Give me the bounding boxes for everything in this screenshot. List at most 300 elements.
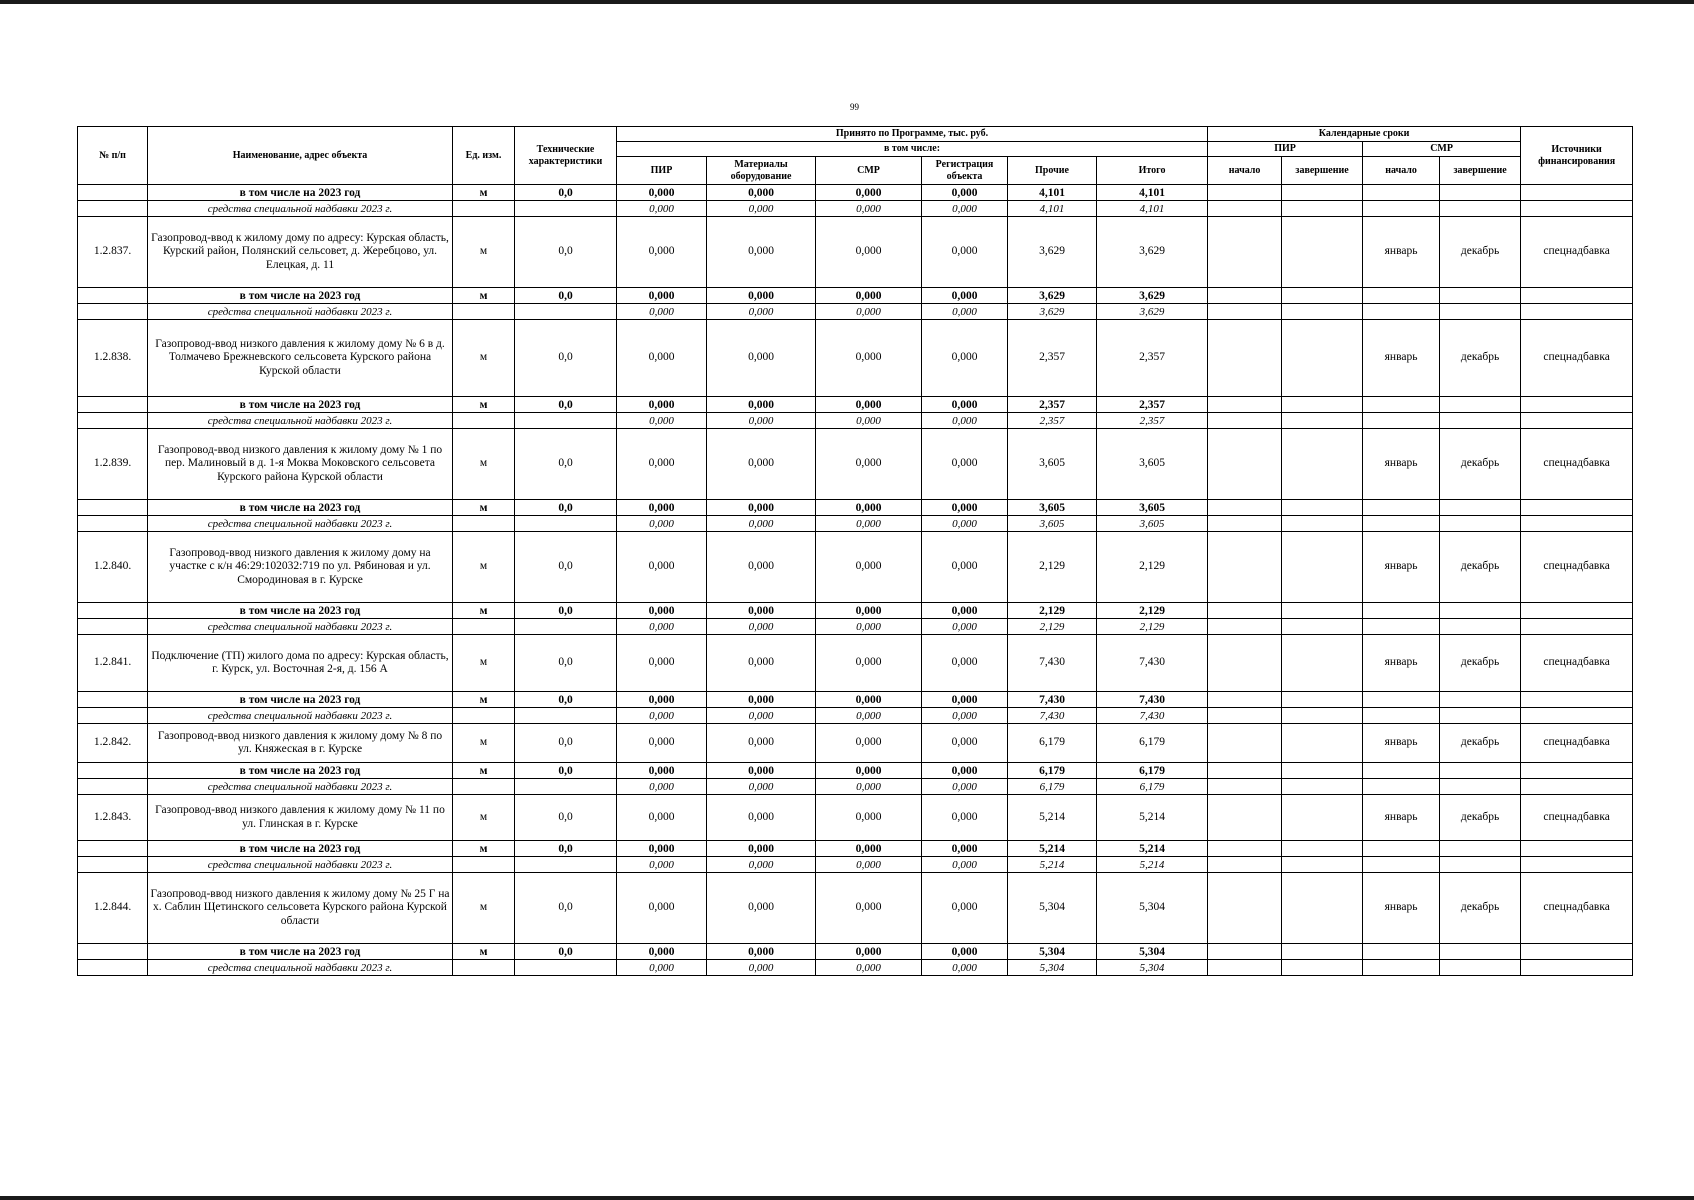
cell-name: Газопровод-ввод к жилому дому по адресу: Курская область, Курский район, Полянский сельсовет, д. Жеребцово, ул. Елецкая, д. 11 — [148, 217, 453, 288]
cell-empty — [1440, 500, 1521, 516]
cell-name: средства специальной надбавки 2023 г. — [148, 304, 453, 320]
cell-empty — [1208, 779, 1282, 795]
cell-smr-end: декабрь — [1440, 217, 1521, 288]
cell-total: 2,129 — [1097, 603, 1208, 619]
cell-registration: 0,000 — [922, 320, 1008, 397]
cell-materials: 0,000 — [707, 841, 816, 857]
cell-pir: 0,000 — [617, 429, 707, 500]
cell-name: Газопровод-ввод низкого давления к жилому дому № 1 по пер. Малиновый в д. 1-я Моква Моковского сельсовета Курского района Курской области — [148, 429, 453, 500]
cell-materials: 0,000 — [707, 288, 816, 304]
cell-smr: 0,000 — [816, 944, 922, 960]
cell-pir: 0,000 — [617, 603, 707, 619]
cell-pir-start — [1208, 873, 1282, 944]
cell-empty — [1363, 603, 1440, 619]
cell-other: 2,129 — [1008, 532, 1097, 603]
cell-registration: 0,000 — [922, 532, 1008, 603]
cell-pir: 0,000 — [617, 288, 707, 304]
col-pir-start-header: начало — [1208, 157, 1282, 185]
cell-materials: 0,000 — [707, 320, 816, 397]
table-row-special — [78, 857, 1633, 873]
cell-num: 1.2.840. — [78, 532, 148, 603]
cell-unit: м — [453, 429, 515, 500]
cell-total: 5,304 — [1097, 944, 1208, 960]
cell-smr: 0,000 — [816, 201, 922, 217]
cell-empty — [1208, 304, 1282, 320]
cell-empty — [515, 516, 617, 532]
cell-registration: 0,000 — [922, 724, 1008, 763]
cell-num: 1.2.837. — [78, 217, 148, 288]
cell-tech: 0,0 — [515, 185, 617, 201]
cell-registration: 0,000 — [922, 708, 1008, 724]
cell-registration: 0,000 — [922, 304, 1008, 320]
cell-empty — [1440, 944, 1521, 960]
cell-empty — [1440, 619, 1521, 635]
cell-pir: 0,000 — [617, 304, 707, 320]
cell-materials: 0,000 — [707, 413, 816, 429]
cell-num: 1.2.843. — [78, 795, 148, 841]
cell-num: 1.2.841. — [78, 635, 148, 692]
cell-empty — [1282, 857, 1363, 873]
cell-materials: 0,000 — [707, 397, 816, 413]
cell-num — [78, 944, 148, 960]
cell-unit: м — [453, 944, 515, 960]
cell-pir: 0,000 — [617, 185, 707, 201]
cell-other: 3,629 — [1008, 304, 1097, 320]
cell-empty — [1521, 397, 1633, 413]
cell-other: 6,179 — [1008, 779, 1097, 795]
cell-empty — [515, 708, 617, 724]
cell-empty — [1208, 397, 1282, 413]
cell-materials: 0,000 — [707, 857, 816, 873]
col-registration-header: Регистрация объекта — [922, 157, 1008, 185]
table-row-special — [78, 960, 1633, 976]
cell-empty — [1521, 708, 1633, 724]
cell-empty — [1208, 944, 1282, 960]
cell-smr-start: январь — [1363, 429, 1440, 500]
cell-empty — [1208, 763, 1282, 779]
cell-num — [78, 516, 148, 532]
cell-empty — [453, 857, 515, 873]
cell-registration: 0,000 — [922, 635, 1008, 692]
cell-empty — [1440, 763, 1521, 779]
cell-name: средства специальной надбавки 2023 г. — [148, 857, 453, 873]
cell-source: спецнадбавка — [1521, 635, 1633, 692]
cell-registration: 0,000 — [922, 692, 1008, 708]
cell-pir-end — [1282, 873, 1363, 944]
cell-materials: 0,000 — [707, 724, 816, 763]
cell-unit: м — [453, 500, 515, 516]
cell-other: 7,430 — [1008, 635, 1097, 692]
cell-empty — [1208, 619, 1282, 635]
cell-pir-end — [1282, 795, 1363, 841]
cell-num — [78, 692, 148, 708]
cell-tech: 0,0 — [515, 288, 617, 304]
cell-name: средства специальной надбавки 2023 г. — [148, 960, 453, 976]
cell-smr: 0,000 — [816, 217, 922, 288]
cell-name: в том числе на 2023 год — [148, 397, 453, 413]
cell-pir-start — [1208, 795, 1282, 841]
cell-name: средства специальной надбавки 2023 г. — [148, 708, 453, 724]
cell-other: 3,605 — [1008, 516, 1097, 532]
cell-unit: м — [453, 873, 515, 944]
cell-pir: 0,000 — [617, 692, 707, 708]
col-sources-header: Источники финансирования — [1521, 127, 1633, 185]
cell-name: средства специальной надбавки 2023 г. — [148, 201, 453, 217]
cell-empty — [515, 779, 617, 795]
table-row-item — [78, 873, 1633, 944]
cell-tech: 0,0 — [515, 873, 617, 944]
cell-materials: 0,000 — [707, 692, 816, 708]
cell-num: 1.2.842. — [78, 724, 148, 763]
cell-unit: м — [453, 795, 515, 841]
cell-other: 2,357 — [1008, 397, 1097, 413]
cell-empty — [1440, 516, 1521, 532]
cell-smr-start: январь — [1363, 320, 1440, 397]
cell-pir: 0,000 — [617, 795, 707, 841]
cell-pir-end — [1282, 724, 1363, 763]
cell-num — [78, 500, 148, 516]
cell-materials: 0,000 — [707, 944, 816, 960]
cell-tech: 0,0 — [515, 320, 617, 397]
cell-unit: м — [453, 288, 515, 304]
cell-num — [78, 708, 148, 724]
cell-materials: 0,000 — [707, 795, 816, 841]
cell-other: 6,179 — [1008, 724, 1097, 763]
cell-smr: 0,000 — [816, 619, 922, 635]
table-row-item — [78, 429, 1633, 500]
cell-total: 6,179 — [1097, 779, 1208, 795]
cell-pir-start — [1208, 320, 1282, 397]
cell-name: Газопровод-ввод низкого давления к жилому дому № 25 Г на х. Саблин Щетинского сельсовета Курского района Курской области — [148, 873, 453, 944]
cell-empty — [1208, 288, 1282, 304]
col-tech-header: Технические характеристики — [515, 127, 617, 185]
cell-materials: 0,000 — [707, 635, 816, 692]
cell-name: в том числе на 2023 год — [148, 500, 453, 516]
cell-materials: 0,000 — [707, 500, 816, 516]
cell-smr: 0,000 — [816, 320, 922, 397]
cell-smr: 0,000 — [816, 692, 922, 708]
cell-total: 3,629 — [1097, 217, 1208, 288]
cell-num — [78, 288, 148, 304]
cell-empty — [1208, 500, 1282, 516]
cell-source: спецнадбавка — [1521, 873, 1633, 944]
cell-empty — [1363, 500, 1440, 516]
cell-num: 1.2.839. — [78, 429, 148, 500]
cell-empty — [1208, 603, 1282, 619]
cell-empty — [453, 516, 515, 532]
cell-source: спецнадбавка — [1521, 795, 1633, 841]
cell-total: 5,304 — [1097, 960, 1208, 976]
cell-total: 3,629 — [1097, 304, 1208, 320]
cell-registration: 0,000 — [922, 795, 1008, 841]
cell-registration: 0,000 — [922, 873, 1008, 944]
cell-smr: 0,000 — [816, 841, 922, 857]
cell-total: 3,605 — [1097, 500, 1208, 516]
cell-total: 2,357 — [1097, 320, 1208, 397]
cell-pir-start — [1208, 724, 1282, 763]
cell-empty — [1208, 857, 1282, 873]
cell-other: 4,101 — [1008, 185, 1097, 201]
cell-total: 3,629 — [1097, 288, 1208, 304]
cell-materials: 0,000 — [707, 603, 816, 619]
scan-border-bottom — [0, 1196, 1694, 1200]
cell-empty — [453, 960, 515, 976]
cell-pir: 0,000 — [617, 763, 707, 779]
cell-name: средства специальной надбавки 2023 г. — [148, 516, 453, 532]
cell-empty — [1440, 779, 1521, 795]
col-cal-smr-header: СМР — [1363, 142, 1521, 157]
cell-materials: 0,000 — [707, 429, 816, 500]
cell-empty — [1208, 413, 1282, 429]
cell-smr: 0,000 — [816, 635, 922, 692]
cell-empty — [1521, 763, 1633, 779]
cell-empty — [1282, 841, 1363, 857]
cell-empty — [1440, 397, 1521, 413]
cell-num — [78, 304, 148, 320]
cell-registration: 0,000 — [922, 397, 1008, 413]
cell-name: Газопровод-ввод низкого давления к жилому дому № 6 в д. Толмачево Брежневского сельсовета Курского района Курской области — [148, 320, 453, 397]
col-pir-end-header: завершение — [1282, 157, 1363, 185]
cell-registration: 0,000 — [922, 944, 1008, 960]
cell-empty — [1282, 288, 1363, 304]
cell-pir-end — [1282, 217, 1363, 288]
cell-num — [78, 619, 148, 635]
cell-empty — [1282, 960, 1363, 976]
cell-source: спецнадбавка — [1521, 724, 1633, 763]
cell-total: 7,430 — [1097, 635, 1208, 692]
cell-total: 3,605 — [1097, 429, 1208, 500]
cell-smr-end: декабрь — [1440, 320, 1521, 397]
col-including-header: в том числе: — [617, 142, 1208, 157]
cell-total: 6,179 — [1097, 763, 1208, 779]
cell-empty — [1521, 304, 1633, 320]
cell-name: в том числе на 2023 год — [148, 944, 453, 960]
cell-total: 5,214 — [1097, 841, 1208, 857]
cell-empty — [1521, 413, 1633, 429]
col-smr-header: СМР — [816, 157, 922, 185]
table-row-item — [78, 532, 1633, 603]
cell-registration: 0,000 — [922, 619, 1008, 635]
cell-pir: 0,000 — [617, 944, 707, 960]
table-row-subtotal — [78, 692, 1633, 708]
cell-name: в том числе на 2023 год — [148, 763, 453, 779]
cell-empty — [1440, 841, 1521, 857]
cell-smr: 0,000 — [816, 516, 922, 532]
cell-unit: м — [453, 397, 515, 413]
cell-materials: 0,000 — [707, 532, 816, 603]
cell-pir: 0,000 — [617, 841, 707, 857]
cell-smr: 0,000 — [816, 185, 922, 201]
cell-smr: 0,000 — [816, 500, 922, 516]
cell-num — [78, 960, 148, 976]
cell-empty — [1282, 763, 1363, 779]
cell-total: 7,430 — [1097, 708, 1208, 724]
cell-num — [78, 841, 148, 857]
cell-registration: 0,000 — [922, 779, 1008, 795]
cell-empty — [1208, 708, 1282, 724]
cell-empty — [1363, 397, 1440, 413]
cell-other: 2,129 — [1008, 619, 1097, 635]
table-row-item — [78, 320, 1633, 397]
cell-registration: 0,000 — [922, 763, 1008, 779]
cell-pir-start — [1208, 532, 1282, 603]
cell-other: 5,214 — [1008, 857, 1097, 873]
col-other-header: Прочие — [1008, 157, 1097, 185]
cell-unit: м — [453, 320, 515, 397]
col-accepted-header: Принято по Программе, тыс. руб. — [617, 127, 1208, 142]
cell-empty — [1440, 857, 1521, 873]
cell-total: 7,430 — [1097, 692, 1208, 708]
cell-unit: м — [453, 841, 515, 857]
cell-empty — [1521, 960, 1633, 976]
cell-empty — [1363, 288, 1440, 304]
cell-empty — [1282, 619, 1363, 635]
table-row-subtotal — [78, 185, 1633, 201]
cell-pir-start — [1208, 429, 1282, 500]
table-row-special — [78, 708, 1633, 724]
cell-other: 5,304 — [1008, 873, 1097, 944]
cell-total: 5,214 — [1097, 857, 1208, 873]
cell-pir-end — [1282, 635, 1363, 692]
cell-num — [78, 185, 148, 201]
cell-empty — [1363, 692, 1440, 708]
cell-pir: 0,000 — [617, 516, 707, 532]
cell-empty — [1282, 603, 1363, 619]
cell-empty — [453, 413, 515, 429]
cell-materials: 0,000 — [707, 873, 816, 944]
cell-name: в том числе на 2023 год — [148, 185, 453, 201]
cell-tech: 0,0 — [515, 795, 617, 841]
cell-pir: 0,000 — [617, 857, 707, 873]
cell-total: 2,357 — [1097, 413, 1208, 429]
cell-empty — [1440, 304, 1521, 320]
cell-pir: 0,000 — [617, 397, 707, 413]
cell-empty — [1521, 500, 1633, 516]
cell-num: 1.2.844. — [78, 873, 148, 944]
table-body — [78, 185, 1633, 976]
cell-empty — [1521, 841, 1633, 857]
cell-empty — [453, 708, 515, 724]
cell-smr: 0,000 — [816, 413, 922, 429]
cell-empty — [1363, 857, 1440, 873]
table-header — [78, 127, 1633, 185]
cell-num: 1.2.838. — [78, 320, 148, 397]
cell-smr-end: декабрь — [1440, 429, 1521, 500]
cell-registration: 0,000 — [922, 960, 1008, 976]
table-row-subtotal — [78, 841, 1633, 857]
cell-smr-start: январь — [1363, 873, 1440, 944]
cell-pir: 0,000 — [617, 619, 707, 635]
cell-smr: 0,000 — [816, 763, 922, 779]
cell-smr: 0,000 — [816, 397, 922, 413]
table-row-item — [78, 795, 1633, 841]
cell-pir: 0,000 — [617, 201, 707, 217]
cell-empty — [1363, 841, 1440, 857]
col-materials-header: Материалы оборудование — [707, 157, 816, 185]
cell-num — [78, 201, 148, 217]
col-total-header: Итого — [1097, 157, 1208, 185]
cell-name: в том числе на 2023 год — [148, 692, 453, 708]
cell-registration: 0,000 — [922, 217, 1008, 288]
cell-smr: 0,000 — [816, 532, 922, 603]
cell-name: Газопровод-ввод низкого давления к жилому дому на участке с к/н 46:29:102032:719 по ул. Рябиновая и ул. Смородиновая в г. Курске — [148, 532, 453, 603]
cell-empty — [1363, 413, 1440, 429]
cell-pir-end — [1282, 532, 1363, 603]
cell-empty — [1440, 413, 1521, 429]
cell-empty — [1282, 779, 1363, 795]
cell-pir: 0,000 — [617, 413, 707, 429]
cell-empty — [1363, 763, 1440, 779]
cell-tech: 0,0 — [515, 692, 617, 708]
cell-name: в том числе на 2023 год — [148, 288, 453, 304]
cell-name: в том числе на 2023 год — [148, 841, 453, 857]
cell-other: 2,357 — [1008, 413, 1097, 429]
cell-empty — [515, 413, 617, 429]
cell-name: Газопровод-ввод низкого давления к жилому дому № 8 по ул. Княжеская в г. Курске — [148, 724, 453, 763]
cell-materials: 0,000 — [707, 304, 816, 320]
cell-other: 3,629 — [1008, 288, 1097, 304]
cell-smr-end: декабрь — [1440, 532, 1521, 603]
cell-pir: 0,000 — [617, 779, 707, 795]
cell-num — [78, 603, 148, 619]
cell-smr-end: декабрь — [1440, 795, 1521, 841]
cell-empty — [1363, 516, 1440, 532]
cell-empty — [1208, 960, 1282, 976]
cell-empty — [1363, 960, 1440, 976]
cell-materials: 0,000 — [707, 779, 816, 795]
cell-unit: м — [453, 635, 515, 692]
cell-total: 4,101 — [1097, 185, 1208, 201]
cell-empty — [1282, 516, 1363, 532]
cell-other: 7,430 — [1008, 708, 1097, 724]
cell-other: 7,430 — [1008, 692, 1097, 708]
cell-empty — [1282, 304, 1363, 320]
col-name-header: Наименование, адрес объекта — [148, 127, 453, 185]
cell-pir: 0,000 — [617, 532, 707, 603]
cell-other: 5,304 — [1008, 944, 1097, 960]
cell-registration: 0,000 — [922, 288, 1008, 304]
cell-empty — [1521, 288, 1633, 304]
cell-tech: 0,0 — [515, 397, 617, 413]
cell-source: спецнадбавка — [1521, 320, 1633, 397]
cell-empty — [1282, 708, 1363, 724]
cell-empty — [1521, 857, 1633, 873]
cell-empty — [515, 857, 617, 873]
cell-empty — [1363, 619, 1440, 635]
table-row-subtotal — [78, 288, 1633, 304]
cell-name: средства специальной надбавки 2023 г. — [148, 619, 453, 635]
cell-smr: 0,000 — [816, 795, 922, 841]
cell-tech: 0,0 — [515, 217, 617, 288]
cell-smr: 0,000 — [816, 603, 922, 619]
cell-name: средства специальной надбавки 2023 г. — [148, 413, 453, 429]
cell-total: 4,101 — [1097, 201, 1208, 217]
cell-empty — [453, 619, 515, 635]
cell-smr: 0,000 — [816, 304, 922, 320]
cell-tech: 0,0 — [515, 763, 617, 779]
cell-source: спецнадбавка — [1521, 429, 1633, 500]
cell-unit: м — [453, 603, 515, 619]
cell-num — [78, 763, 148, 779]
cell-empty — [1521, 603, 1633, 619]
cell-unit: м — [453, 185, 515, 201]
cell-registration: 0,000 — [922, 201, 1008, 217]
col-calendar-header: Календарные сроки — [1208, 127, 1521, 142]
cell-registration: 0,000 — [922, 413, 1008, 429]
cell-smr: 0,000 — [816, 960, 922, 976]
cell-unit: м — [453, 724, 515, 763]
col-num-header: № п/п — [78, 127, 148, 185]
